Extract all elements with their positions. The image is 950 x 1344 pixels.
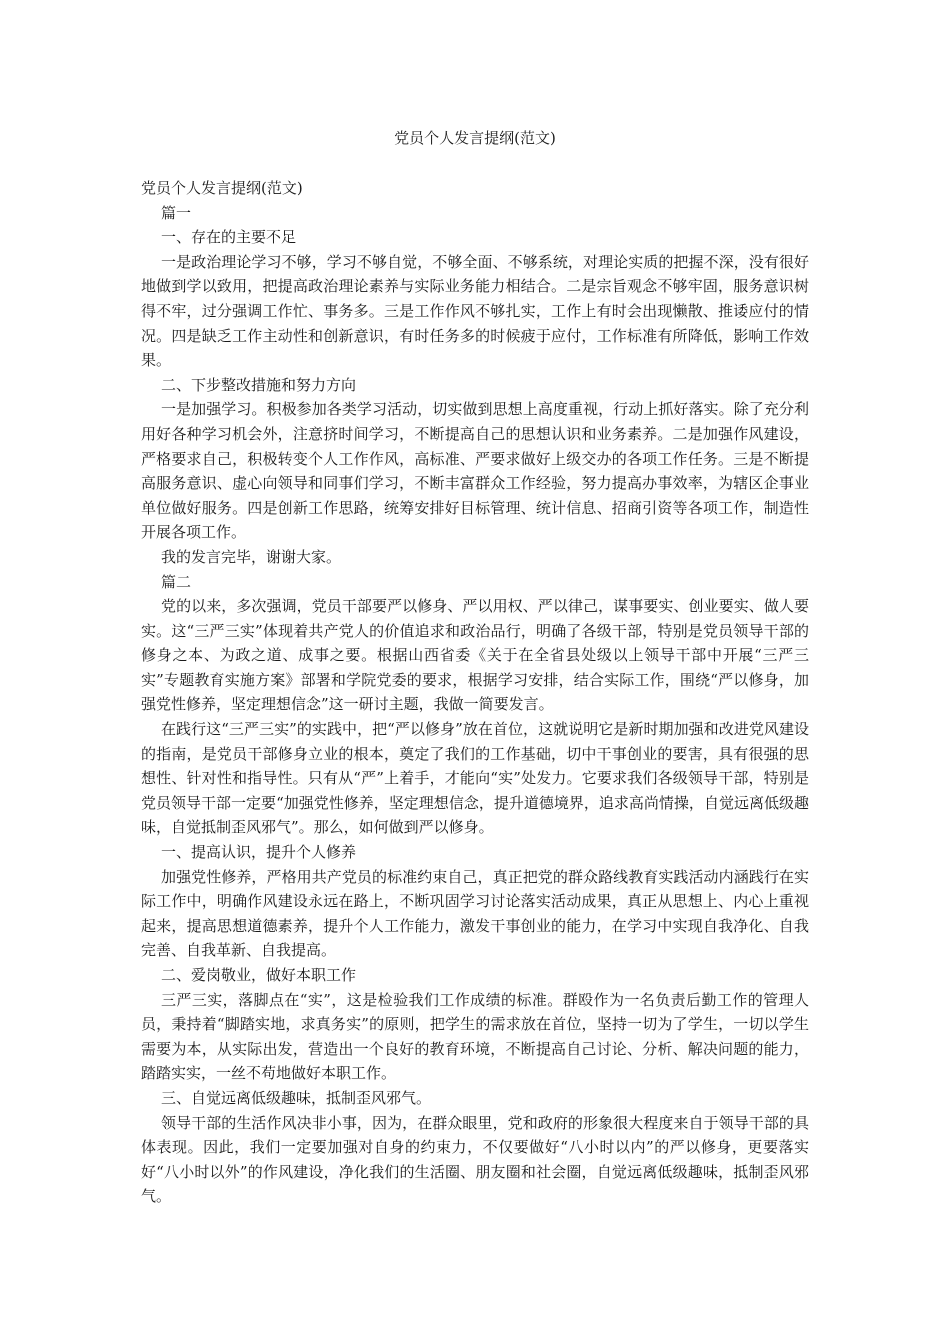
page-title: 党员个人发言提纲(范文) bbox=[394, 129, 556, 147]
section-label-part-one: 篇一 bbox=[161, 203, 192, 222]
body-paragraph: 在践行这“三严三实”的实践中，把“严以修身”放在首位，这就说明它是新时期加强和改进党风建设的指南，是党员干部修身立业的根本，奠定了我们的工作基础，切中干事创业的要害，具有很强的思想性、针对性和指导性。只有从“严”上着手，才能向“实”处发力。它要求我们各级领导干部，特别是党员领导干部一定要“加强党性修养，坚定理想信念，提升道德境界，追求高尚情操，自觉远离低级趣味，自觉抵制歪风邪气”。那么，如何做到严以修身。 bbox=[141, 720, 809, 837]
body-paragraph: 一是加强学习。积极参加各类学习活动，切实做到思想上高度重视，行动上抓好落实。除了充分利用好各种学习机会外，注意挤时间学习，不断提高自己的思想认识和业务素养。二是加强作风建设，严格要求自己，积极转变个人工作作风，高标准、严要求做好上级交办的各项工作任务。三是不断提高服务意识、虚心向领导和同事们学习，不断丰富群众工作经验，努力提高办事效率，为辖区企事业单位做好服务。四是创新工作思路，统筹安排好目标管理、统计信息、招商引资等各项工作，制造性开展各项工作。 bbox=[141, 400, 809, 542]
section-heading: 二、下步整改措施和努力方向 bbox=[161, 375, 357, 394]
closing-remark: 我的发言完毕，谢谢大家。 bbox=[161, 547, 342, 566]
document-body bbox=[141, 176, 809, 1209]
section-label-part-two: 篇二 bbox=[161, 572, 192, 591]
section-heading: 一、存在的主要不足 bbox=[161, 228, 297, 247]
body-paragraph: 领导干部的生活作风决非小事，因为，在群众眼里，党和政府的形象很大程度来自于领导干部的具体表现。因此，我们一定要加强对自身的约束力，不仅要做好“八小时以内”的严以修身，更要落实好“八小时以外”的作风建设，净化我们的生活圈、朋友圈和社会圈，自觉远离低级趣味，抵制歪风邪气。 bbox=[141, 1113, 809, 1206]
body-paragraph: 加强党性修养，严格用共产党员的标准约束自己，真正把党的群众路线教育实践活动内涵践行在实际工作中，明确作风建设永远在路上，不断巩固学习讨论落实活动成果，真正从思想上、内心上重视起来，提高思想道德素养，提升个人工作能力，激发干事创业的能力，在学习中实现自我净化、自我完善、自我革新、自我提高。 bbox=[141, 867, 809, 960]
body-paragraph: 一是政治理论学习不够，学习不够自觉，不够全面、不够系统，对理论实质的把握不深，没有很好地做到学以致用，把提高政治理论素养与实际业务能力相结合。二是宗旨观念不够牢固，服务意识树得不牢，过分强调工作忙、事务多。三是工作作风不够扎实，工作上有时会出现懒散、推诿应付的情况。四是缺乏工作主动性和创新意识，有时任务多的时候疲于应付，工作标准有所降低，影响工作效果。 bbox=[141, 252, 809, 370]
section-heading: 二、爱岗敬业，做好本职工作 bbox=[161, 966, 357, 984]
body-paragraph: 党的以来，多次强调，党员干部要严以修身、严以用权、严以律己，谋事要实、创业要实、做人要实。这“三严三实”体现着共产党人的价值追求和政治品行，明确了各级干部，特别是党员领导干部的修身之本、为政之道、成事之要。根据山西省委《关于在全省县处级以上领导干部中开展“三严三实”专题教育实施方案》部署和学院党委的要求，根据学习安排，结合实际工作，围绕“严以修身，加强党性修养，坚定理想信念”这一研讨主题，我做一简要发言。 bbox=[141, 597, 809, 714]
subtitle: 党员个人发言提纲(范文) bbox=[141, 179, 303, 197]
section-heading: 一、提高认识，提升个人修养 bbox=[161, 843, 357, 862]
section-heading: 三、自觉远离低级趣味，抵制歪风邪气。 bbox=[161, 1088, 432, 1107]
body-paragraph: 三严三实，落脚点在“实”，这是检验我们工作成绩的标准。群殴作为一名负责后勤工作的管理人员，秉持着“脚踏实地，求真务实”的原则，把学生的需求放在首位，坚持一切为了学生，一切以学生需要为本，从实际出发，营造出一个良好的教育环境，不断提高自己讨论、分析、解决问题的能力，踏踏实实，一丝不苟地做好本职工作。 bbox=[141, 990, 809, 1083]
